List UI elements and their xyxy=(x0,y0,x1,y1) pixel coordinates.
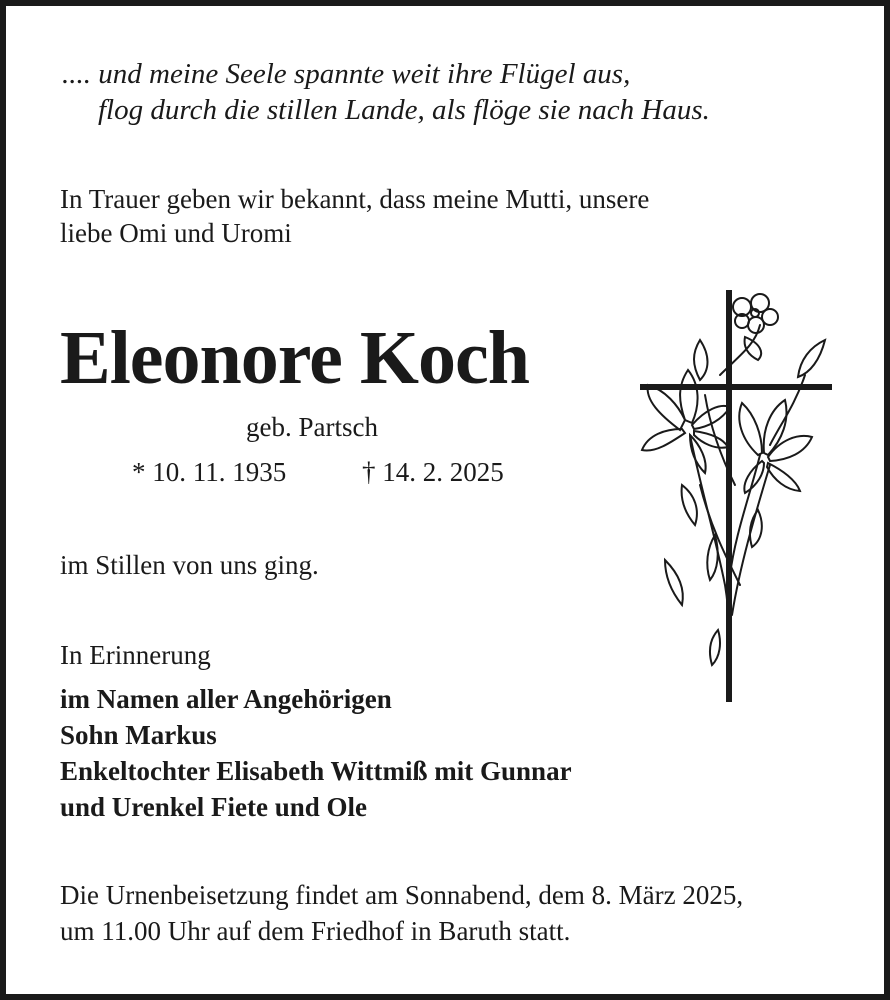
maiden-name: geb. Partsch xyxy=(246,412,378,442)
deceased-name: Eleonore Koch xyxy=(60,316,530,400)
mourner-line-3: Enkeltochter Elisabeth Wittmiß mit Gunnar xyxy=(60,756,572,786)
mourner-line-1: im Namen aller Angehörigen xyxy=(60,684,392,714)
mourner-line-2: Sohn Markus xyxy=(60,720,217,750)
poem-line-2: flog durch die stillen Lande, als flöge sie nach Haus. xyxy=(98,94,710,126)
cross-with-flowers-icon xyxy=(630,285,840,710)
birth-date: * 10. 11. 1935 xyxy=(132,457,287,487)
intro-line-2: liebe Omi und Uromi xyxy=(60,218,292,248)
funeral-line-1: Die Urnenbeisetzung findet am Sonnabend, dem 8. März 2025, xyxy=(60,880,744,910)
death-date: † 14. 2. 2025 xyxy=(362,457,504,487)
passing-text: im Stillen von uns ging. xyxy=(60,550,319,580)
remembrance-heading: In Erinnerung xyxy=(60,640,211,670)
poem-line-1: .... und meine Seele spannte weit ihre Flügel aus, xyxy=(62,58,631,90)
intro-line-1: In Trauer geben wir bekannt, dass meine Mutti, unsere xyxy=(60,184,650,214)
funeral-line-2: um 11.00 Uhr auf dem Friedhof in Baruth statt. xyxy=(60,916,571,946)
mourner-line-4: und Urenkel Fiete und Ole xyxy=(60,792,368,822)
